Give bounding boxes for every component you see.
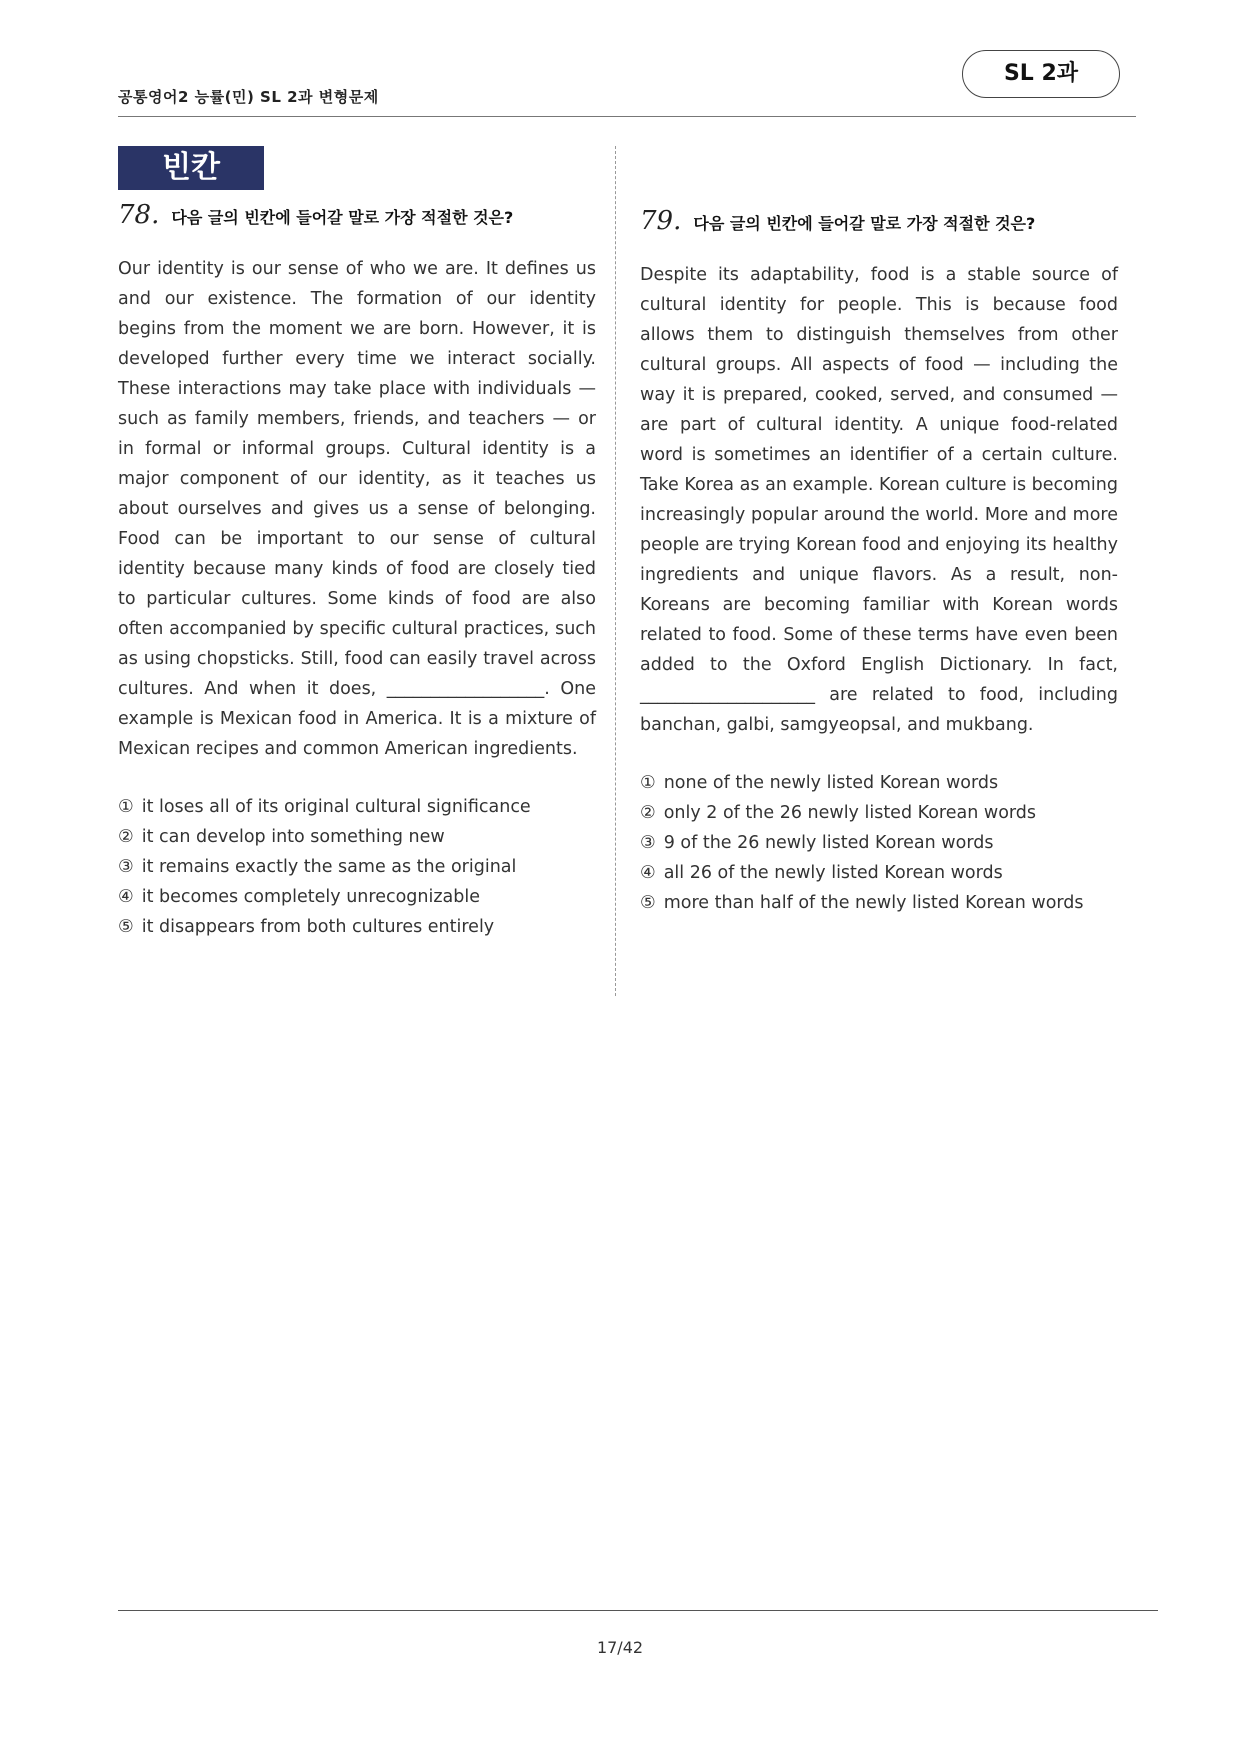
footer-divider [118,1610,1158,1611]
option-text: it becomes completely unrecognizable [141,887,481,907]
question-header [640,206,1118,246]
option-text: it remains exactly the same as the original [141,857,517,877]
answer-option[interactable] [640,768,1118,798]
option-mark: ② [640,803,656,823]
option-mark: ④ [640,863,656,883]
answer-option[interactable] [640,798,1118,828]
answer-blank: ____________________ [640,685,815,705]
document-header-title: 공통영어2 능률(민) SL 2과 변형문제 [118,88,379,106]
answer-options [118,792,596,942]
question-passage [640,260,1118,740]
option-mark: ① [118,797,134,817]
answer-option[interactable] [118,882,596,912]
option-mark: ① [640,773,656,793]
option-mark: ② [118,827,134,847]
option-text: it can develop into something new [141,827,445,847]
option-text: only 2 of the 26 newly listed Korean words [663,803,1037,823]
answer-blank: __________________ [386,679,545,699]
answer-option[interactable] [118,792,596,822]
header-divider [118,116,1136,117]
option-mark: ④ [118,887,134,907]
answer-options [640,768,1118,918]
section-tab-blank: 빈칸 [118,146,264,190]
option-mark: ⑤ [640,893,656,913]
answer-option[interactable] [640,828,1118,858]
question-number: 78. [118,200,160,230]
option-mark: ③ [118,857,134,877]
question-number: 79. [640,206,682,236]
option-text: all 26 of the newly listed Korean words [663,863,1003,883]
option-text: more than half of the newly listed Korean words [663,893,1084,913]
question-prompt: 다음 글의 빈칸에 들어갈 말로 가장 적절한 것은? [171,208,514,227]
answer-option[interactable] [640,888,1118,918]
question-78 [118,200,596,942]
page-number: 17/42 [596,1638,644,1657]
answer-option[interactable] [640,858,1118,888]
passage-text-after: . One example is Mexican food in America. It is a mixture of Mexican recipes and common American ingredients. [118,679,596,759]
question-prompt: 다음 글의 빈칸에 들어갈 말로 가장 적절한 것은? [693,214,1036,233]
option-text: 9 of the 26 newly listed Korean words [663,833,994,853]
question-header [118,200,596,240]
answer-option[interactable] [118,912,596,942]
answer-option[interactable] [118,852,596,882]
question-79 [640,206,1118,918]
option-text: none of the newly listed Korean words [663,773,999,793]
option-mark: ⑤ [118,917,134,937]
question-passage [118,254,596,764]
chapter-badge: SL 2과 [962,50,1120,98]
answer-option[interactable] [118,822,596,852]
option-mark: ③ [640,833,656,853]
passage-text-before: Our identity is our sense of who we are. It defines us and our existence. The formation of our identity begins from the moment we are born. However, it is developed further every time we interact socially. These interactions may take place with individuals — such as family members, friends, and teachers — or in formal or informal groups. Cultural identity is a major component of our identity, as it teaches us about ourselves and gives us a sense of belonging. Food can be important to our sense of cultural identity because many kinds of food are closely tied to particular cultures. Some kinds of food are also often accompanied by specific cultural practices, such as using chopsticks. Still, food can easily travel across cultures. And when it does, [118,259,596,699]
column-divider [615,146,616,996]
option-text: it loses all of its original cultural significance [141,797,531,817]
option-text: it disappears from both cultures entirely [141,917,495,937]
passage-text-after: are related to food, including banchan, galbi, samgyeopsal, and mukbang. [640,685,1118,735]
passage-text-before: Despite its adaptability, food is a stable source of cultural identity for people. This is because food allows them to distinguish themselves from other cultural groups. All aspects of food — including the way it is prepared, cooked, served, and consumed — are part of cultural identity. A unique food-related word is sometimes an identifier of a certain culture. Take Korea as an example. Korean culture is becoming increasingly popular around the world. More and more people are trying Korean food and enjoying its healthy ingredients and unique flavors. As a result, non-Koreans are becoming familiar with Korean words related to food. Some of these terms have even been added to the Oxford English Dictionary. In fact, [640,265,1118,675]
